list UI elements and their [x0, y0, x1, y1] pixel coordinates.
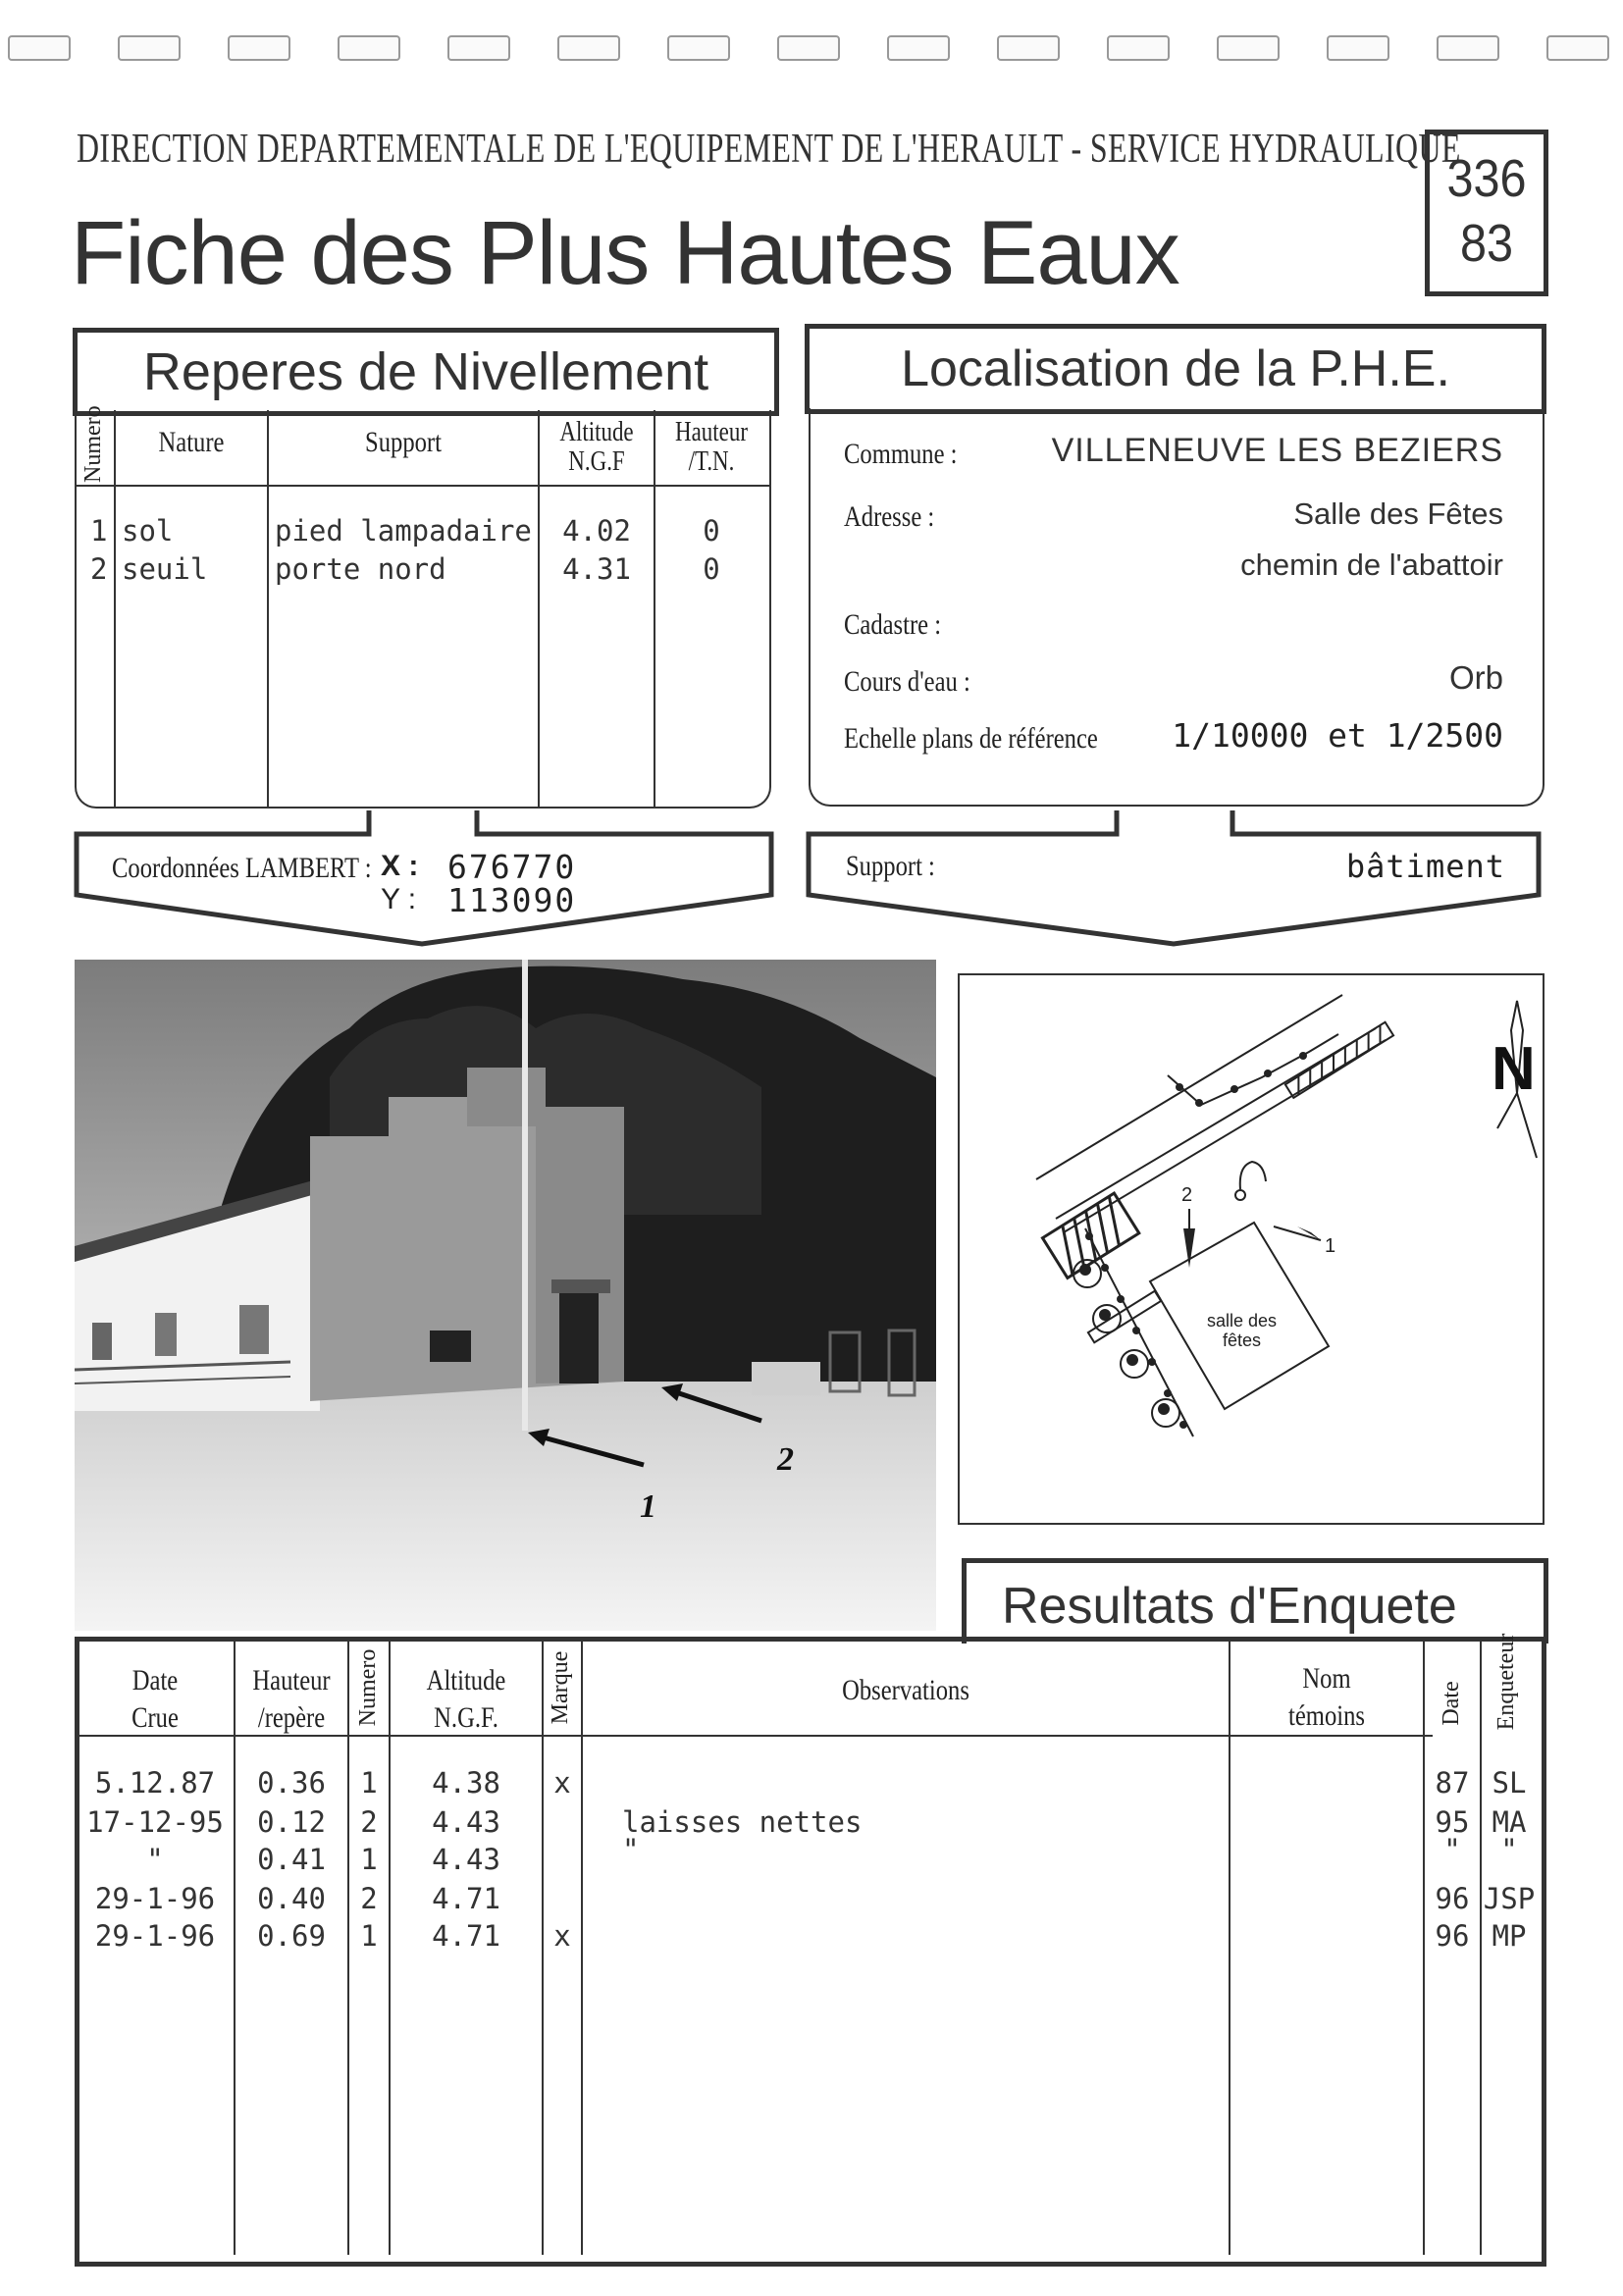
plan-building-label-2: fêtes — [1223, 1331, 1262, 1350]
echelle-label: Echelle plans de référence — [844, 722, 1098, 755]
col-header-observations: Observations — [842, 1674, 969, 1706]
crue-altitude: 4.38 — [432, 1766, 500, 1800]
col-header-hauteur-unit: /T.N. — [688, 446, 735, 477]
crue-hauteur: 0.40 — [257, 1882, 326, 1915]
support-label: Support : — [846, 850, 935, 882]
crue-hauteur: 0.69 — [257, 1919, 326, 1953]
col-header-numero: Numero — [355, 1648, 381, 1727]
binder-hole — [1107, 35, 1170, 61]
crue-marque: x — [553, 1919, 571, 1953]
crue-hauteur: 0.12 — [257, 1805, 326, 1839]
col-header-altitude: Altitude — [559, 417, 634, 447]
crue-date: 5.12.87 — [94, 1766, 216, 1800]
col-header-support: Support — [365, 426, 442, 458]
crue-enqueteur: SL — [1492, 1766, 1527, 1800]
repere-nature: sol — [122, 514, 174, 548]
adresse-line-2: chemin de l'abattoir — [1240, 548, 1503, 582]
crue-annee: 87 — [1435, 1766, 1470, 1800]
crue-numero: 1 — [360, 1919, 378, 1953]
repere-nature: seuil — [122, 552, 208, 586]
col-header-repere: /repère — [257, 1701, 326, 1734]
binder-hole — [8, 35, 71, 61]
crue-date: 29-1-96 — [94, 1882, 216, 1915]
crue-altitude: 4.43 — [432, 1805, 500, 1839]
location-plan — [958, 973, 1544, 1525]
echelle-value: 1/10000 et 1/2500 — [1172, 716, 1503, 755]
cours-eau-label: Cours d'eau : — [844, 665, 970, 698]
binder-hole — [667, 35, 730, 61]
crue-annee: " — [1443, 1833, 1461, 1866]
reperes-title-box — [73, 328, 779, 416]
crue-altitude: 4.71 — [432, 1919, 500, 1953]
site-photo — [75, 960, 936, 1631]
col-header-temoins: témoins — [1288, 1699, 1365, 1732]
reference-box — [1425, 130, 1548, 296]
commune-value: VILLENEUVE LES BEZIERS — [1051, 432, 1503, 469]
reference-number-bottom: 83 — [1459, 214, 1514, 273]
repere-altitude: 4.02 — [562, 514, 631, 548]
repere-support: porte nord — [275, 552, 446, 586]
resultats-title: Resultats d'Enquete — [1002, 1578, 1457, 1635]
column-divider — [538, 410, 540, 809]
col-header-altitude: Altitude — [426, 1664, 506, 1696]
crue-marque: x — [553, 1766, 571, 1800]
department-header: DIRECTION DEPARTEMENTALE DE L'EQUIPEMENT DE L'HERAULT - SERVICE HYDRAULIQUE — [77, 127, 1461, 172]
col-header-enqueteur: Enqueteur — [1493, 1633, 1519, 1731]
y-label: Y : — [381, 883, 417, 915]
crue-numero: 1 — [360, 1843, 378, 1876]
col-header-crue: Crue — [131, 1701, 179, 1734]
lambert-label: Coordonnées LAMBERT : — [112, 852, 372, 884]
binder-hole — [1437, 35, 1499, 61]
binder-hole — [557, 35, 620, 61]
repere-numero: 1 — [90, 514, 108, 548]
support-value: bâtiment — [1345, 848, 1505, 885]
localisation-title: Localisation de la P.H.E. — [901, 340, 1450, 397]
repere-support: pied lampadaire — [275, 514, 532, 548]
col-header-marque: Marque — [548, 1650, 573, 1725]
binder-hole — [447, 35, 510, 61]
crue-altitude: 4.43 — [432, 1843, 500, 1876]
binder-hole — [1217, 35, 1280, 61]
y-coordinate: 113090 — [447, 881, 577, 919]
crue-enqueteur: MA — [1492, 1805, 1527, 1839]
crue-annee: 95 — [1435, 1805, 1470, 1839]
crue-numero: 1 — [360, 1766, 378, 1800]
adresse-label: Adresse : — [844, 500, 935, 533]
binder-hole — [338, 35, 400, 61]
binder-hole — [1546, 35, 1609, 61]
x-label: X : — [381, 850, 419, 882]
crue-date: 29-1-96 — [94, 1919, 216, 1953]
reference-number-top: 336 — [1446, 149, 1527, 208]
column-divider — [267, 410, 269, 809]
column-divider — [114, 410, 116, 809]
col-header-altitude-unit: N.G.F — [568, 446, 625, 477]
photo-marker-2: 2 — [777, 1441, 794, 1478]
crue-enqueteur: " — [1500, 1833, 1518, 1866]
crue-enqueteur: MP — [1492, 1919, 1527, 1953]
crue-date: " — [146, 1843, 164, 1876]
crue-hauteur: 0.41 — [257, 1843, 326, 1876]
crue-enqueteur: JSP — [1483, 1882, 1536, 1915]
page-title: Fiche des Plus Hautes Eaux — [71, 203, 1179, 303]
commune-label: Commune : — [844, 438, 958, 470]
repere-numero: 2 — [90, 552, 108, 586]
binder-hole — [1327, 35, 1389, 61]
col-header-hauteur: Hauteur — [252, 1664, 331, 1696]
col-header-date: Date — [131, 1664, 179, 1696]
cadastre-label: Cadastre : — [844, 608, 942, 641]
cours-eau-value: Orb — [1448, 659, 1503, 696]
binder-hole — [997, 35, 1060, 61]
repere-altitude: 4.31 — [562, 552, 631, 586]
col-header-nom: Nom — [1302, 1662, 1351, 1695]
binder-hole — [228, 35, 290, 61]
north-indicator: N — [1492, 1035, 1536, 1103]
col-header-nature: Nature — [158, 426, 225, 458]
crue-observations: laisses nettes — [622, 1805, 863, 1839]
column-divider — [581, 1641, 583, 2255]
reperes-title: Reperes de Nivellement — [142, 342, 709, 401]
adresse-line-1: Salle des Fêtes — [1293, 496, 1503, 531]
localisation-title-box — [805, 324, 1546, 414]
binder-hole — [887, 35, 950, 61]
crue-numero: 2 — [360, 1805, 378, 1839]
crue-hauteur: 0.36 — [257, 1766, 326, 1800]
col-header-date-year: Date — [1439, 1681, 1464, 1726]
crue-annee: 96 — [1435, 1882, 1470, 1915]
plan-label-1: 1 — [1325, 1235, 1336, 1257]
plan-label-2: 2 — [1181, 1184, 1193, 1206]
crue-numero: 2 — [360, 1882, 378, 1915]
repere-hauteur: 0 — [703, 552, 720, 586]
crue-annee: 96 — [1435, 1919, 1470, 1953]
x-coordinate: 676770 — [447, 848, 577, 886]
crue-date: 17-12-95 — [86, 1805, 224, 1839]
binder-hole — [777, 35, 840, 61]
crue-observations: " — [622, 1833, 640, 1866]
column-divider — [1229, 1641, 1230, 2255]
binder-hole — [118, 35, 181, 61]
photo-marker-1: 1 — [640, 1488, 656, 1525]
plan-building-label-1: salle des — [1207, 1311, 1278, 1331]
col-header-numero: Numero — [80, 405, 106, 483]
col-header-hauteur: Hauteur — [675, 417, 748, 447]
col-header-ngf: N.G.F. — [434, 1701, 498, 1734]
resultats-title-box — [962, 1558, 1548, 1644]
reperes-header-divider — [75, 485, 769, 487]
column-divider — [654, 410, 655, 809]
repere-hauteur: 0 — [703, 514, 720, 548]
crue-altitude: 4.71 — [432, 1882, 500, 1915]
